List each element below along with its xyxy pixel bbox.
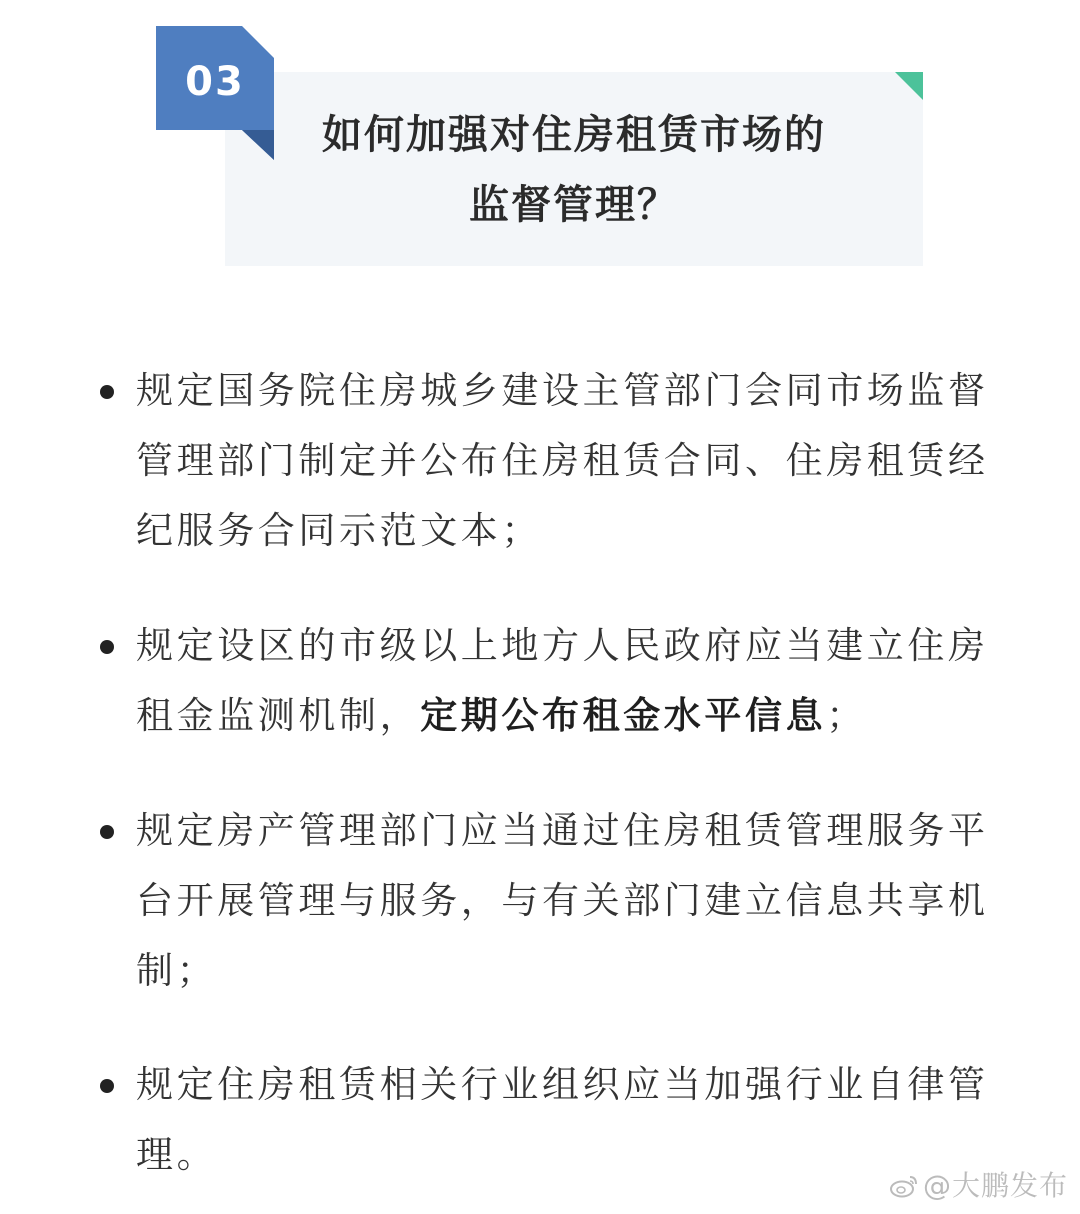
section-number: 03 — [185, 59, 245, 105]
section-title-line-2: 监督管理？ — [469, 182, 679, 228]
list-item-line: 规定房产管理部门应当通过住房租赁管理服务平 — [136, 809, 989, 852]
list-item-line: 管理部门制定并公布住房租赁合同、住房租赁经 — [136, 439, 989, 482]
watermark — [889, 1164, 1068, 1204]
list-item-line: 规定住房租赁相关行业组织应当加强行业自律管 — [136, 1063, 989, 1106]
bullet-dot-icon — [100, 640, 114, 654]
list-item-emphasis: 定期公布租金水平信息 — [420, 694, 827, 737]
bullet-dot-icon — [100, 1079, 114, 1093]
list-item — [136, 796, 1036, 1006]
list-item-line: 规定设区的市级以上地方人民政府应当建立住房 — [136, 624, 989, 667]
bullet-dot-icon — [100, 385, 114, 399]
bullet-dot-icon — [100, 825, 114, 839]
watermark-text: @大鹏发布 — [922, 1169, 1068, 1202]
section-title-line-1: 如何加强对住房租赁市场的 — [322, 112, 826, 158]
list-item-line: 规定国务院住房城乡建设主管部门会同市场监督 — [136, 369, 989, 412]
list-item — [136, 611, 1036, 751]
list-item-line: 纪服务合同示范文本； — [136, 509, 542, 552]
list-item — [136, 356, 1036, 566]
list-item-line: 制； — [136, 949, 218, 992]
section-title — [225, 100, 923, 240]
list-item-text: 租金监测机制， — [136, 694, 421, 737]
list-item-text: ； — [826, 694, 867, 737]
list-item-line: 理。 — [136, 1133, 218, 1176]
list-item-line — [136, 681, 1036, 751]
weibo-icon — [889, 1174, 919, 1198]
list-item-line: 台开展管理与服务，与有关部门建立信息共享机 — [136, 879, 989, 922]
corner-triangle-icon — [895, 72, 923, 100]
